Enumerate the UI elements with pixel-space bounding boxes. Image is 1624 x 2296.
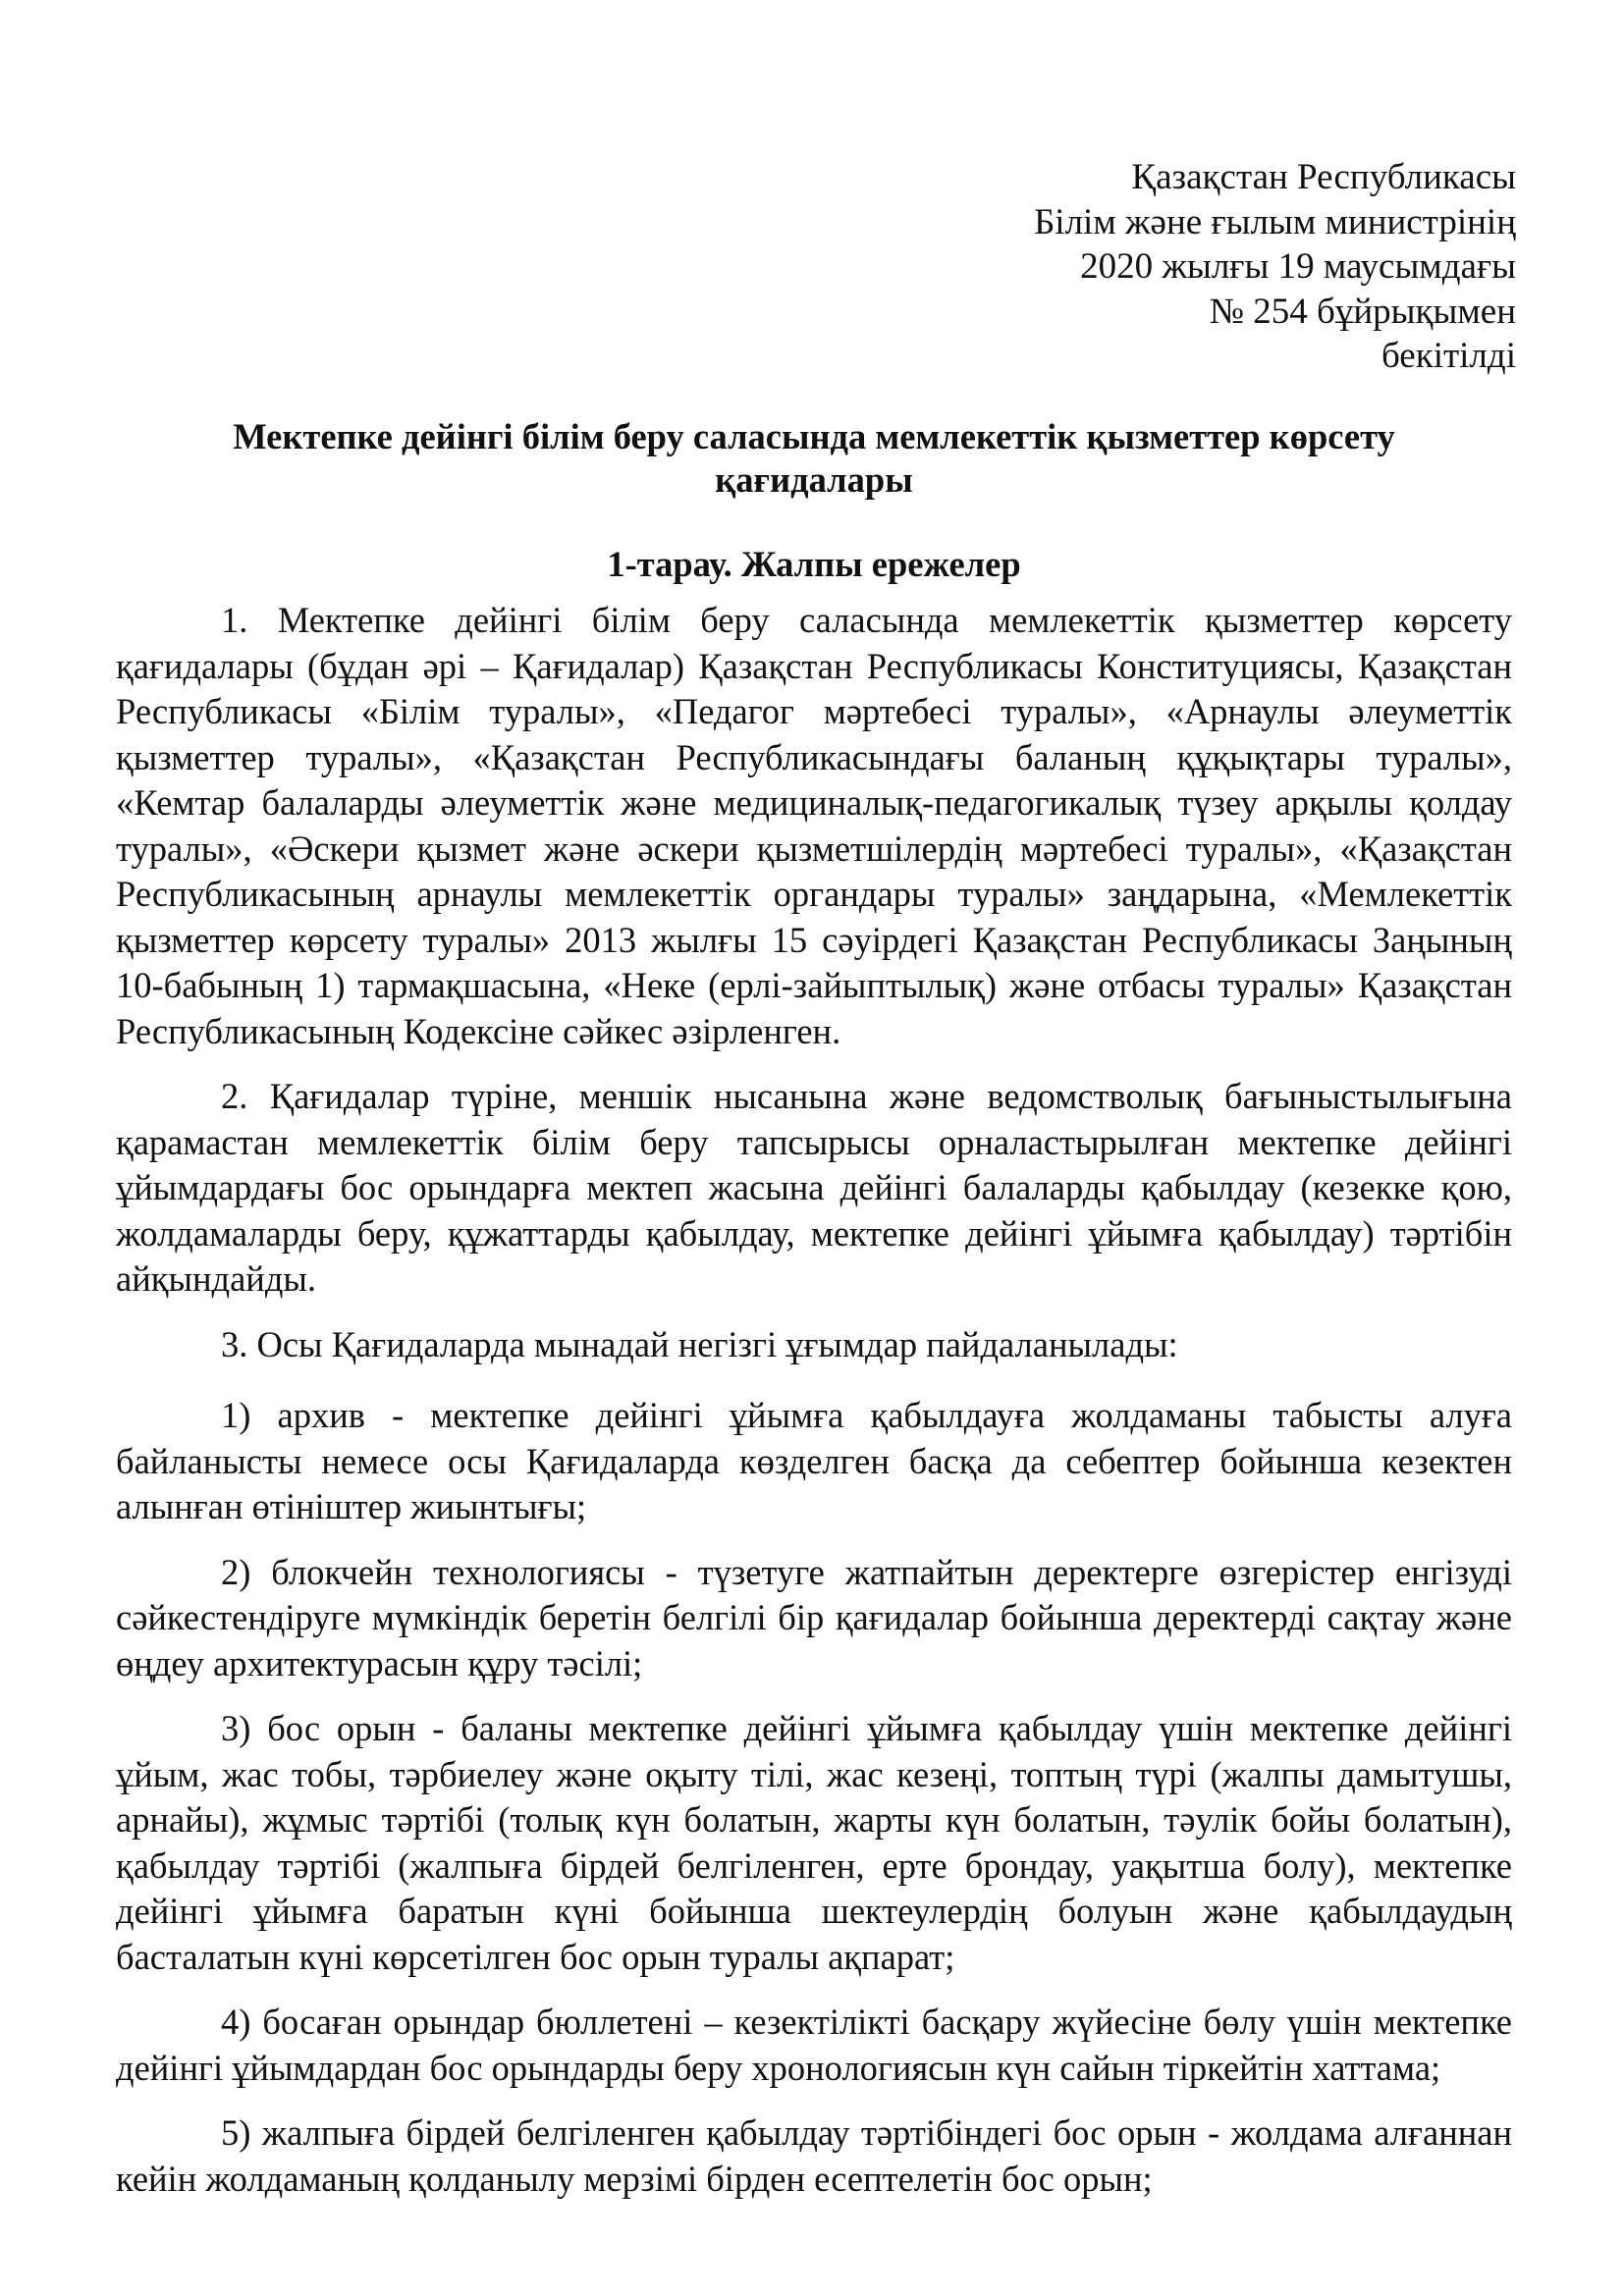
- approval-line: № 254 бұйрықымен: [1209, 291, 1516, 332]
- document-body: [116, 598, 1512, 2221]
- approval-line: Білім және ғылым министрінің: [1034, 201, 1516, 242]
- title-line: қағидалары: [715, 459, 913, 500]
- title-line: Мектепке дейінгі білім беру саласында мемлекеттік қызметтер көрсету: [233, 416, 1395, 456]
- paragraph: 3. Осы Қағидаларда мынадай негізгі ұғымдар пайдаланылады:: [221, 1323, 1178, 1364]
- approval-line: 2020 жылғы 19 маусымдағы: [1080, 246, 1516, 287]
- definition-item: 4) босаған орындар бюллетені – кезектілікті басқару жүйесіне бөлу үшін мектепке дейінгі ұйымдардан бос орындарды беру хронологиясын күн сайын тіркейтін хаттама;: [116, 2002, 1512, 2088]
- definition-item: 5) жалпыға бірдей белгіленген қабылдау тәртібіндегі бос орын - жолдама алғаннан кейін жолдаманың қолданылу мерзімі бірден есептелетін бос орын;: [116, 2112, 1512, 2199]
- paragraph: 2. Қағидалар түріне, меншік нысанына және ведомстволық бағыныстылығына қарамастан мемлекеттік білім беру тапсырысы орналастырылған мектепке дейінгі ұйымдардағы бос орындарға мектеп жасына дейінгі балаларды қабылдау (кезекке қою, жолдамаларды беру, құжаттарды қабылдау, мектепке дейінгі ұйымға қабылдау) тәртібін айқындайды.: [116, 1076, 1512, 1299]
- chapter-heading: 1-тарау. Жалпы ережелер: [607, 544, 1021, 584]
- paragraph: 1. Мектепке дейінгі білім беру саласында мемлекеттік қызметтер көрсету қағидалары (бұдан әрі – Қағидалар) Қазақстан Республикасы Конституциясы, Қазақстан Республикасы «Білім туралы», «Педагог мәртебесі туралы», «Арнаулы әлеуметтік қызметтер туралы», «Қазақстан Республикасындағы баланың құқықтары туралы», «Кемтар балаларды әлеуметтік және медициналық-педагогикалық түзеу арқылы қолдау туралы», «Әскери қызмет және әскери қызметшілердің мәртебесі туралы», «Қазақстан Республикасының арнаулы мемлекеттік органдары туралы» заңдарына, «Мемлекеттік қызметтер көрсету туралы» 2013 жылғы 15 сәуірдегі Қазақстан Республикасы Заңының 10-бабының 1) тармақшасына, «Неке (ерлі-зайыптылық) және отбасы туралы» Қазақстан Республикасының Кодексіне сәйкес әзірленген.: [116, 600, 1512, 1051]
- document-title: [116, 415, 1512, 502]
- definition-item: 3) бос орын - баланы мектепке дейінгі ұйымға қабылдау үшін мектепке дейінгі ұйым, жас тобы, тәрбиелеу және оқыту тілі, жас кезеңі, топтың түрі (жалпы дамытушы, арнайы), жұмыс тәртібі (толық күн болатын, жарты күн болатын, тәулік бойы болатын), қабылдау тәртібі (жалпыға бірдей белгіленген, ерте брондау, уақытша болу), мектепке дейінгі ұйымға баратын күні бойынша шектеулердің болуын және қабылдаудың басталатын күні көрсетілген бос орын туралы ақпарат;: [116, 1708, 1512, 1977]
- definition-item: 2) блокчейн технологиясы - түзетуге жатпайтын деректерге өзгерістер енгізуді сәйкестендіруге мүмкіндік беретін белгілі бір қағидалар бойынша деректерді сақтау және өңдеу архитектурасын құру тәсілі;: [116, 1551, 1512, 1683]
- approval-line: Қазақстан Республикасы: [1131, 157, 1516, 197]
- definition-item: 1) архив - мектепке дейінгі ұйымға қабылдауға жолдаманы табысты алуға байланысты немесе осы Қағидаларда көзделген басқа да себептер бойынша кезектен алынған өтініштер жиынтығы;: [116, 1395, 1512, 1526]
- approval-line: бекітілді: [1380, 336, 1516, 376]
- approval-block: [1034, 155, 1516, 379]
